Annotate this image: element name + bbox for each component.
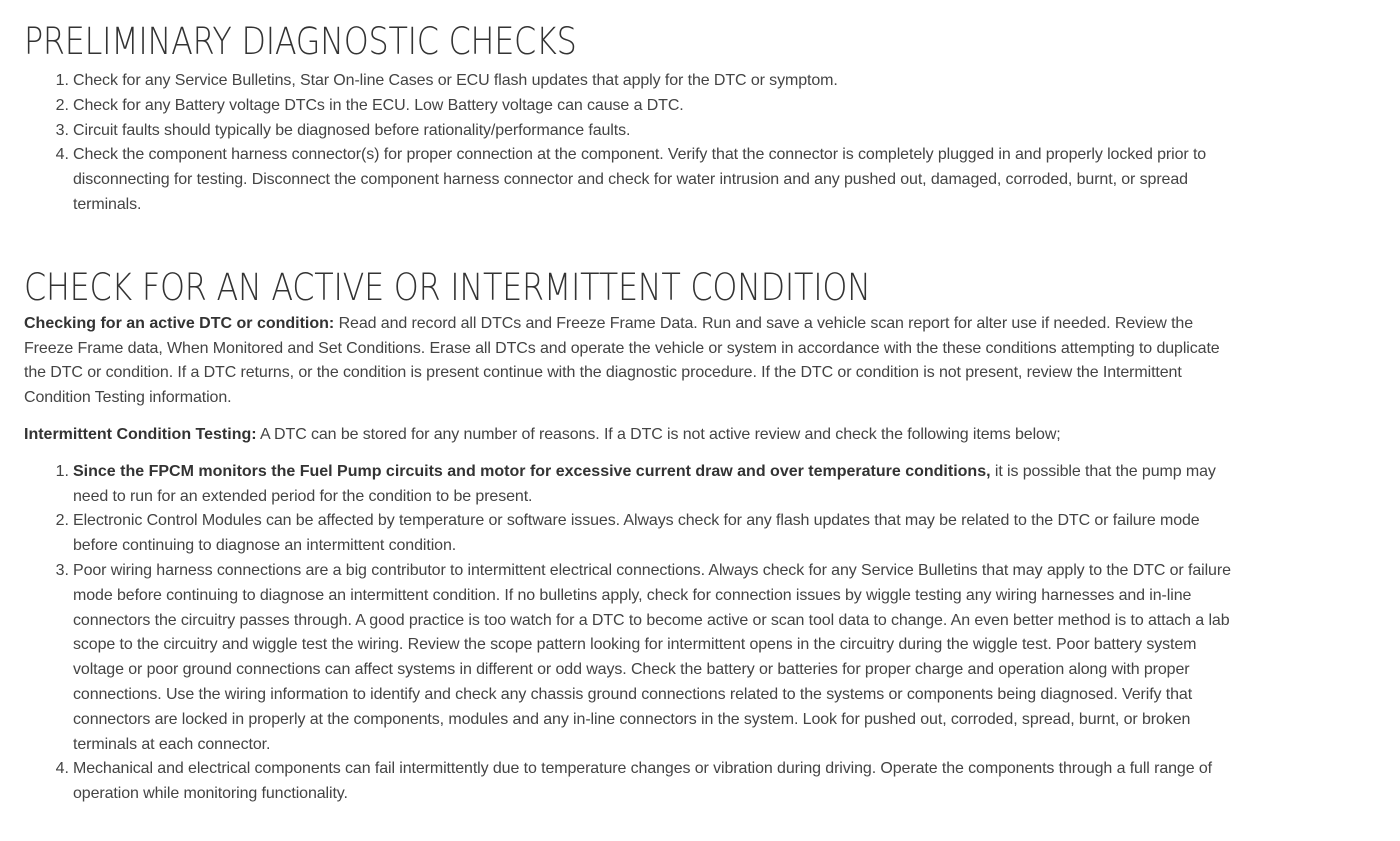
list-item — [73, 94, 1244, 119]
section-title-text: PRELIMINARY DIAGNOSTIC CHECKS — [24, 20, 577, 63]
section-title-preliminary — [24, 20, 1244, 64]
active-condition-text: Read and record all DTCs and Freeze Frame Data. Run and save a vehicle scan report for alter use if needed. Review the Freeze Frame data, When Monitored and Set Conditions. Erase all DTCs and operate the vehicle or system in accordance with the these conditions attempting to duplicate the DTC or condition. If a DTC returns, or the condition is present continue with the diagnostic procedure. If the DTC or condition is not present, review the Intermittent Condition Testing information. — [24, 314, 1220, 407]
intermittent-testing-text: A DTC can be stored for any number of reasons. If a DTC is not active review and check the following items below; — [256, 425, 1061, 443]
list-item-text: Circuit faults should typically be diagnosed before rationality/performance faults. — [73, 121, 631, 139]
active-condition-label: Checking for an active DTC or condition: — [24, 314, 335, 332]
list-item-text: Mechanical and electrical components can fail intermittently due to temperature changes or vibration during driving. Operate the components through a full range of operation while monitoring functionality. — [73, 760, 1213, 803]
list-item-text: Check for any Battery voltage DTCs in the ECU. Low Battery voltage can cause a DTC. — [73, 96, 684, 114]
intermittent-testing-paragraph — [24, 423, 1244, 448]
list-item — [73, 119, 1244, 144]
list-item-bold-text: Since the FPCM monitors the Fuel Pump circuits and motor for excessive current draw and over temperature conditions, — [73, 462, 991, 480]
section-title-text: CHECK FOR AN ACTIVE OR INTERMITTENT CONDITION — [24, 265, 871, 309]
list-item-text: it is possible that the pump may need to run for an extended period for the condition to be present. — [73, 462, 1216, 505]
list-item-text: Electronic Control Modules can be affected by temperature or software issues. Always check for any flash updates that may be related to the DTC or failure mode before continuing to diagnose an intermittent condition. — [73, 512, 1200, 555]
list-item-text: Check for any Service Bulletins, Star On-line Cases or ECU flash updates that apply for the DTC or symptom. — [73, 72, 838, 89]
section-title-active-intermittent — [24, 266, 1244, 310]
preliminary-checks-list — [24, 69, 1244, 218]
list-item — [73, 69, 1244, 94]
list-item-text: Check the component harness connector(s) for proper connection at the component. Verify that the connector is completely plugged in and properly locked prior to disconnecting for testing. Disconnect the component harness connector and check for water intrusion and any pushed out, damaged, corroded, burnt, or spread terminals. — [73, 146, 1207, 213]
list-item-text: Poor wiring harness connections are a big contributor to intermittent electrical connections. Always check for any Service Bulletins that may apply to the DTC or failure mode before continuing to diagnose an intermittent condition. If no bulletins apply, check for connection issues by wiggle testing any wiring harnesses and in-line connectors the circuitry passes through. A good practice is too watch for a DTC to become active or scan tool data to change. An even better method is to attach a lab scope to the circuitry and wiggle test the wiring. Review the scope pattern looking for intermittent opens in the circuitry during the wiggle test. Poor battery system voltage or poor ground connections can affect systems in different or odd ways. Check the battery or batteries for proper charge and operation along with proper connections. Use the wiring information to identify and check any chassis ground connections related to the systems or components being diagnosed. Verify that connectors are locked in properly at the components, modules and any in-line connectors in the system. Look for pushed out, corroded, spread, burnt, or broken terminals at each connector. — [73, 561, 1231, 753]
active-condition-paragraph — [24, 312, 1244, 411]
list-item — [73, 559, 1244, 757]
list-item — [73, 460, 1244, 510]
intermittent-checks-list — [24, 460, 1244, 807]
section-preliminary-checks — [24, 0, 1244, 64]
list-item — [73, 143, 1244, 217]
list-item — [73, 757, 1244, 807]
list-item — [73, 509, 1244, 559]
intermittent-testing-label: Intermittent Condition Testing: — [24, 425, 257, 443]
section-active-intermittent — [24, 218, 1244, 310]
